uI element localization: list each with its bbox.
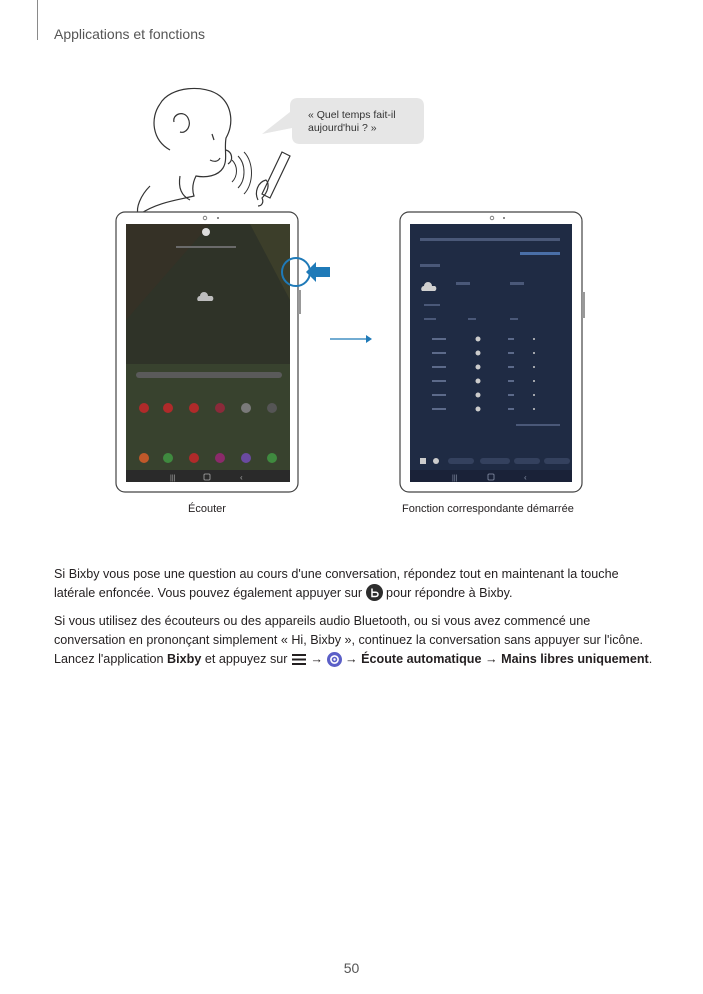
paragraph-hands-free bbox=[54, 612, 654, 673]
speech-bubble-line1: « Quel temps fait-il bbox=[308, 109, 396, 121]
speech-bubble bbox=[262, 98, 424, 144]
arrow-2: → bbox=[341, 652, 362, 666]
p2-text-a: Si vous utilisez des écouteurs ou des appareils audio Bluetooth, ou si vous avez commencé une conversation en prononçant simplement « Hi, Bixby », continuez la conversation sans appuyer sur l'icône. Lancez l'application bbox=[54, 614, 644, 666]
sound-waves bbox=[232, 152, 252, 194]
caption-listen: Écouter bbox=[188, 503, 226, 515]
svg-text:‹: ‹ bbox=[524, 473, 527, 482]
svg-text:|||: ||| bbox=[452, 475, 458, 482]
p2-end: . bbox=[648, 652, 653, 666]
bixby-icon bbox=[202, 228, 210, 236]
svg-text:|||: ||| bbox=[170, 475, 176, 482]
arrow-3: → bbox=[481, 652, 502, 666]
arrow-icon bbox=[306, 262, 330, 282]
tablet-right bbox=[400, 212, 585, 492]
option-auto-listen: Écoute automatique bbox=[361, 652, 482, 666]
section-header: Applications et fonctions bbox=[54, 26, 205, 42]
tablet-left bbox=[116, 212, 330, 492]
phone-in-hand bbox=[256, 152, 290, 206]
svg-text:‹: ‹ bbox=[240, 473, 243, 482]
person-illustration bbox=[138, 88, 232, 214]
caption-function-started: Fonction correspondante démarrée bbox=[402, 503, 574, 515]
bixby-app-name: Bixby bbox=[167, 652, 202, 666]
arrow-1: → bbox=[306, 652, 327, 666]
p1-text-a: Si Bixby vous pose une question au cours d'une conversation, répondez tout en maintenant la touche latérale enfoncée. Vous pouvez également appuyer sur bbox=[54, 567, 619, 600]
p1-text-b: pour répondre à Bixby. bbox=[382, 586, 513, 600]
menu-icon bbox=[291, 652, 307, 673]
p2-text-b: et appuyez sur bbox=[201, 652, 291, 666]
bixby-icon bbox=[366, 584, 383, 607]
speech-bubble-line2: aujourd'hui ? » bbox=[308, 122, 377, 134]
paragraph-side-key bbox=[54, 565, 654, 607]
option-hands-free-only: Mains libres uniquement bbox=[501, 652, 649, 666]
settings-icon bbox=[327, 652, 342, 673]
transition-arrow bbox=[330, 335, 372, 343]
page-number: 50 bbox=[343, 960, 360, 976]
